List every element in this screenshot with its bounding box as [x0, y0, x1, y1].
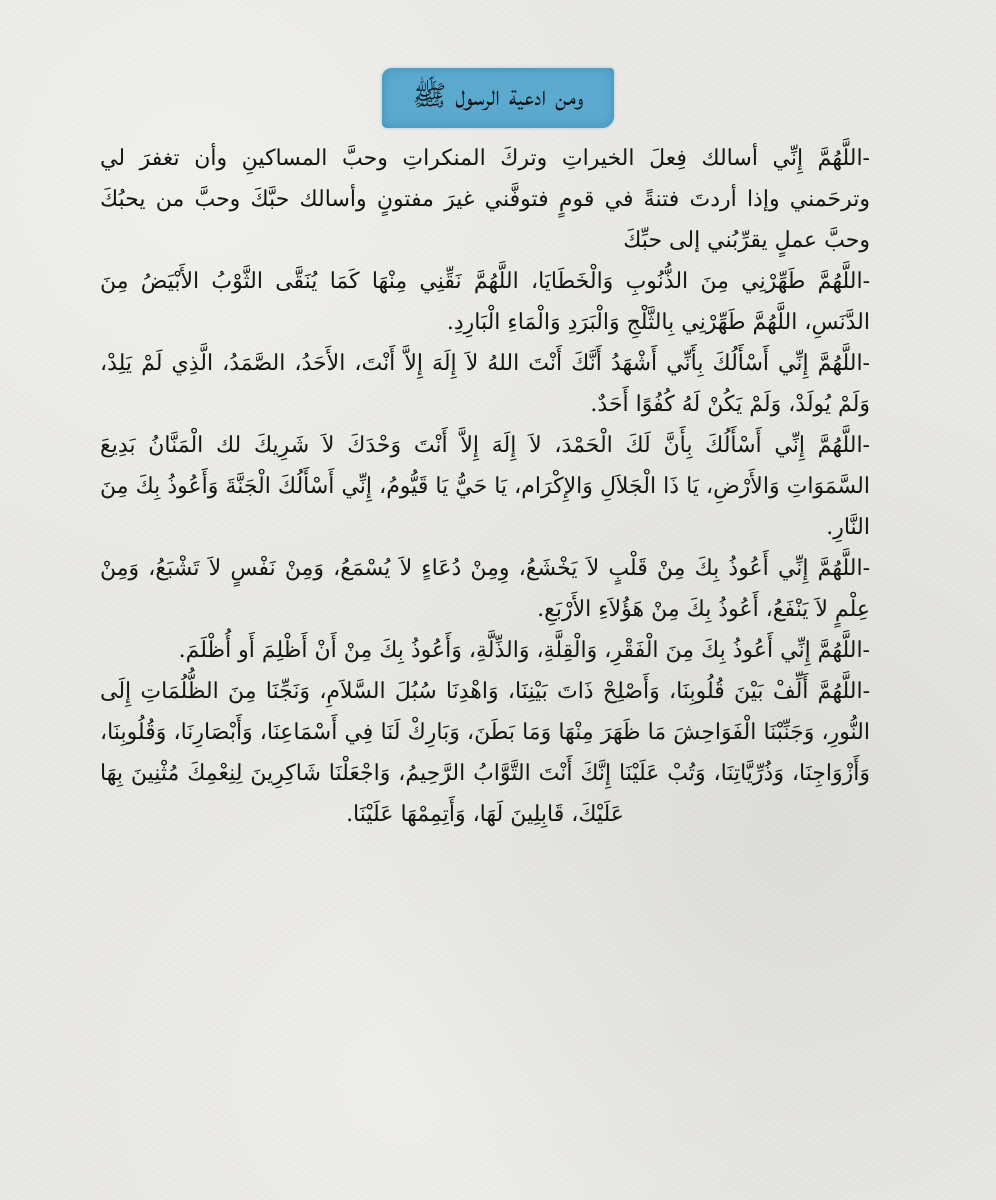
supplication-paragraph-5: -اللَّهُمَّ إِنِّي أَعُوذُ بِكَ مِنْ قَلْبٍ لاَ يَخْشَعُ، وِمِنْ دُعَاءٍ لاَ يُسْمَعُ، وَمِنْ نَفْسٍ لاَ تَشْبَعُ، وَمِنْ عِلْمٍ لاَ يَنْفَعُ، أَعُوذُ بِكَ مِنْ هَؤُلاَءِ الأَرْبَعِ.: [100, 556, 870, 622]
page-title: ومن ادعية الرسول ﷺ: [382, 68, 613, 128]
supplication-paragraph-2: -اللَّهُمَّ طَهِّرْنِي مِنَ الذُّنُوبِ وَالْخَطَايَا، اللَّهُمَّ نَقِّنِي مِنْهَا كَمَا يُنَقَّى الثَّوْبُ الأَبْيَضُ مِنَ الدَّنَسِ، اللَّهُمَّ طَهِّرْنِي بِالثَّلْجِ وَالْبَرَدِ وَالْمَاءِ الْبَارِدِ.: [100, 269, 870, 335]
supplication-paragraph-4: -اللَّهُمَّ إِنِّي أَسْأَلُكَ بِأَنَّ لَكَ الْحَمْدَ، لاَ إِلَهَ إِلاَّ أَنْتَ وَحْدَكَ لاَ شَرِيكَ لك الْمَنَّانُ بَدِيعَ السَّمَوَاتِ وَالأَرْضِ، يَا ذَا الْجَلاَلِ وَالإِكْرَام، يَا حَيُّ يَا قَيُّومُ، إِنِّي أَسْأَلُكَ الْجَنَّةَ وَأَعُوذُ بِكَ مِنَ النَّارِ.: [100, 433, 870, 540]
supplications-text: [100, 138, 870, 835]
supplication-paragraph-3: -اللَّهُمَّ إِنِّي أَسْأَلُكَ بِأَنِّي أَشْهَدُ أَنَّكَ أَنْتَ اللهُ لاَ إِلَهَ إِلاَّ أَنْتَ، الأَحَدُ، الصَّمَدُ، الَّذِي لَمْ يَلِدْ، وَلَمْ يُولَدْ، وَلَمْ يَكُنْ لَهُ كُفُوًا أَحَدٌ.: [100, 351, 870, 417]
supplication-paragraph-1: -اللَّهُمَّ إِنِّي أسالك فِعلَ الخيراتِ وتركَ المنكراتِ وحبَّ المساكينِ وأن تغفرَ لي وترحَمني وإذا أردتَ فتنةً في قومٍ فتوفَّني غيرَ مفتونٍ وأسالك حبَّكَ وحبَّ من يحبُكَ وحبَّ عملٍ يقرِّبُني إلى حبِّكَ: [100, 146, 870, 253]
title-area: [0, 68, 996, 128]
supplication-paragraph-6: -اللَّهُمَّ إِنِّي أَعُوذُ بِكَ مِنَ الْفَقْرِ، وَالْقِلَّةِ، وَالذِّلَّةِ، وَأَعُوذُ بِكَ مِنْ أَنْ أَظْلِمَ أَو أُظْلَمَ.: [178, 638, 870, 663]
supplication-paragraph-7: -اللَّهُمَّ أَلِّفْ بَيْنَ قُلُوبِنَا، وَأَصْلِحْ ذَاتَ بَيْنِنَا، وَاهْدِنَا سُبُلَ السَّلاَمِ، وَنَجِّنَا مِنَ الظُّلُمَاتِ إِلَى النُّورِ، وَجَنِّبْنَا الْفَوَاحِشَ مَا ظَهَرَ مِنْهَا وَمَا بَطَنَ، وَبَارِكْ لَنَا فِي أَسْمَاعِنَا، وَأَبْصَارِنَا، وَقُلُوبِنَا، وَأَزْوَاجِنَا، وَذُرِّيَّاتِنَا، وَتُبْ عَلَيْنَا إِنَّكَ أَنْتَ التَّوَّابُ الرَّحِيمُ، وَاجْعَلْنَا شَاكِرِينَ لِنِعْمِكَ مُثْنِينَ بِهَا عَلَيْكَ، قَابِلِينَ لَهَا، وَأَتِمِمْهَا عَلَيْنَا.: [100, 679, 870, 827]
